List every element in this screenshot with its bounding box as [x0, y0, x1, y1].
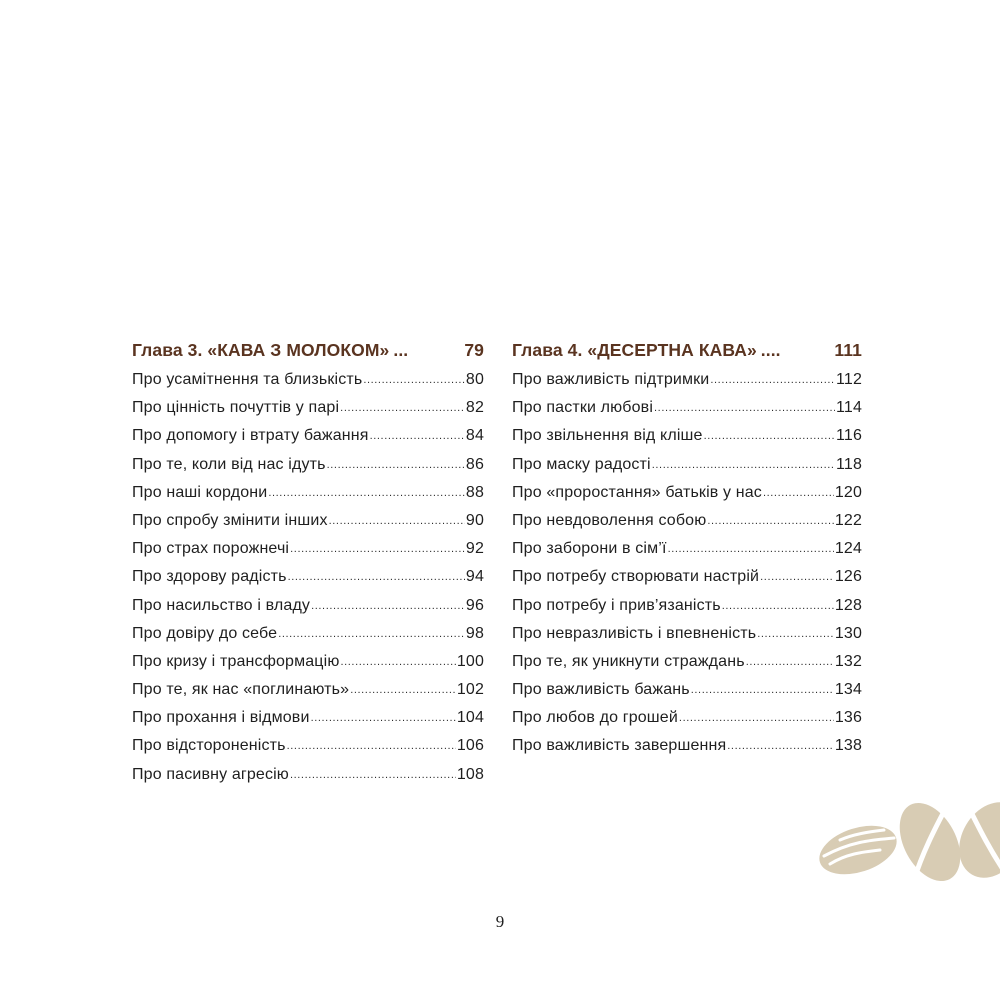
- toc-entry-title: Про заборони в сім’ї: [512, 540, 667, 558]
- toc-entry-title: Про маску радості: [512, 455, 651, 473]
- toc-entry-title: Про цінність почуттів у парі: [132, 399, 340, 417]
- chapter-dots: ...: [393, 340, 409, 360]
- toc-entry-page: 88: [465, 483, 484, 501]
- toc-entry-title: Про звільнення від кліше: [512, 427, 703, 445]
- dot-leader: [290, 763, 456, 779]
- toc-entry: [512, 509, 862, 537]
- dot-leader: [329, 509, 465, 525]
- toc-entry: [512, 734, 862, 762]
- toc-entry: [132, 763, 484, 791]
- toc-entry-page: 138: [834, 737, 862, 755]
- toc-entry-title: Про насильство і владу: [132, 596, 311, 614]
- chapter-title: Глава 4. «ДЕСЕРТНА КАВА»: [512, 340, 757, 360]
- dot-leader: [722, 594, 834, 610]
- dot-leader: [288, 565, 465, 581]
- toc-entry: [132, 481, 484, 509]
- toc-entry-page: 112: [836, 371, 862, 388]
- dot-leader: [350, 678, 456, 694]
- toc-entry-page: 84: [465, 427, 484, 445]
- page-number: 9: [495, 912, 505, 931]
- toc-entry: [132, 678, 484, 706]
- dot-leader: [704, 424, 835, 440]
- dot-leader: [652, 453, 835, 469]
- toc-entry: [132, 594, 484, 622]
- dot-leader: [290, 537, 465, 553]
- dot-leader: [679, 706, 834, 722]
- toc-entry: [512, 565, 862, 593]
- toc-entry: [512, 396, 862, 424]
- dot-leader: [746, 650, 834, 666]
- chapter-dots: ....: [760, 340, 781, 360]
- dot-leader: [340, 650, 455, 666]
- toc-column-chapter-3: [132, 340, 484, 791]
- dot-leader: [668, 537, 834, 553]
- toc-entry-title: Про те, коли від нас ідуть: [132, 455, 326, 473]
- toc-entry: [132, 396, 484, 424]
- dot-leader: [311, 594, 465, 610]
- dot-leader: [757, 622, 834, 638]
- toc-entry-page: 136: [834, 709, 862, 727]
- toc-entry: [132, 368, 484, 396]
- toc-entry: [512, 678, 862, 706]
- toc-entry-title: Про відстороненість: [132, 737, 286, 755]
- toc-entry-title: Про «проростання» батьків у нас: [512, 483, 762, 501]
- toc-entry-page: 116: [836, 427, 862, 445]
- chapter-heading: [512, 340, 862, 368]
- dot-leader: [311, 706, 456, 722]
- toc-entry-title: Про те, як уникнути страждань: [512, 652, 745, 670]
- toc-entry-title: Про страх порожнечі: [132, 540, 290, 558]
- toc-entry: [512, 706, 862, 734]
- toc-list: [132, 368, 484, 791]
- toc-entry-title: Про кризу і трансформацію: [132, 652, 340, 670]
- toc-entry-title: Про наші кордони: [132, 483, 268, 501]
- toc-entry-page: 96: [465, 596, 484, 614]
- toc-entry: [512, 481, 862, 509]
- toc-entry-page: 122: [834, 511, 862, 529]
- toc-entry-page: 128: [834, 596, 862, 614]
- dot-leader: [287, 734, 456, 750]
- toc-entry-page: 92: [465, 540, 484, 558]
- toc-entry: [132, 622, 484, 650]
- toc-entry-page: 102: [456, 681, 484, 699]
- toc-list: [512, 368, 862, 763]
- toc-entry: [512, 622, 862, 650]
- toc-entry: [512, 594, 862, 622]
- toc-entry-title: Про здорову радість: [132, 568, 287, 586]
- toc-entry-page: 104: [456, 709, 484, 727]
- toc-entry-title: Про любов до грошей: [512, 709, 678, 727]
- toc-entry-page: 126: [834, 568, 862, 586]
- toc-entry-page: 118: [836, 455, 862, 473]
- toc-entry-page: 108: [456, 765, 484, 783]
- dot-leader: [363, 368, 465, 384]
- toc-entry: [132, 537, 484, 565]
- chapter-page-number: 111: [834, 340, 862, 360]
- dot-leader: [760, 565, 834, 581]
- toc-entry: [512, 424, 862, 452]
- chapter-page-number: 79: [464, 340, 484, 360]
- toc-entry: [512, 368, 862, 396]
- toc-entry-page: 132: [834, 652, 862, 670]
- toc-entry: [132, 453, 484, 481]
- toc-entry-title: Про допомогу і втрату бажання: [132, 427, 369, 445]
- toc-entry-page: 100: [456, 652, 484, 670]
- toc-entry-title: Про важливість підтримки: [512, 371, 710, 388]
- toc-entry-page: 94: [465, 568, 484, 586]
- toc-entry-page: 90: [465, 511, 484, 529]
- toc-column-chapter-4: [512, 340, 862, 763]
- dot-leader: [327, 453, 465, 469]
- coffee-beans-icon: [810, 790, 1000, 890]
- toc-entry-page: 130: [834, 624, 862, 642]
- toc-entry: [132, 734, 484, 762]
- toc-entry-title: Про пастки любові: [512, 399, 654, 417]
- toc-entry-title: Про спробу змінити інших: [132, 511, 328, 529]
- toc-entry-title: Про потребу створювати настрій: [512, 568, 760, 586]
- toc-entry-page: 82: [465, 399, 484, 417]
- chapter-title: Глава 3. «КАВА З МОЛОКОМ»: [132, 340, 390, 360]
- toc-entry-title: Про важливість завершення: [512, 737, 727, 755]
- dot-leader: [278, 622, 465, 638]
- toc-entry-title: Про те, як нас «поглинають»: [132, 681, 350, 699]
- toc-entry-page: 114: [836, 399, 862, 417]
- toc-entry-page: 98: [465, 624, 484, 642]
- toc-entry-page: 106: [456, 737, 484, 755]
- toc-entry-title: Про усамітнення та близькість: [132, 371, 363, 388]
- dot-leader: [707, 509, 833, 525]
- toc-entry: [512, 650, 862, 678]
- toc-entry: [512, 453, 862, 481]
- toc-entry-page: 124: [834, 540, 862, 558]
- toc-entry: [132, 424, 484, 452]
- dot-leader: [654, 396, 835, 412]
- toc-entry: [512, 537, 862, 565]
- toc-entry-title: Про довіру до себе: [132, 624, 278, 642]
- dot-leader: [727, 734, 834, 750]
- dot-leader: [268, 481, 465, 497]
- toc-entry-title: Про пасивну агресію: [132, 765, 289, 783]
- toc-entry-page: 86: [465, 455, 484, 473]
- toc-entry-title: Про важливість бажань: [512, 681, 690, 699]
- toc-entry: [132, 650, 484, 678]
- toc-entry-title: Про невдоволення собою: [512, 511, 707, 529]
- toc-entry: [132, 706, 484, 734]
- dot-leader: [691, 678, 834, 694]
- dot-leader: [763, 481, 834, 497]
- dot-leader: [340, 396, 465, 412]
- toc-entry: [132, 509, 484, 537]
- toc-entry-page: 80: [465, 371, 484, 388]
- toc-entry-title: Про потребу і прив’язаність: [512, 596, 721, 614]
- toc-entry-title: Про прохання і відмови: [132, 709, 310, 727]
- toc-entry-page: 120: [834, 483, 862, 501]
- chapter-heading: [132, 340, 484, 368]
- toc-entry-title: Про невразливість і впевненість: [512, 624, 757, 642]
- toc-entry: [132, 565, 484, 593]
- dot-leader: [710, 368, 835, 384]
- toc-entry-page: 134: [834, 681, 862, 699]
- dot-leader: [370, 424, 465, 440]
